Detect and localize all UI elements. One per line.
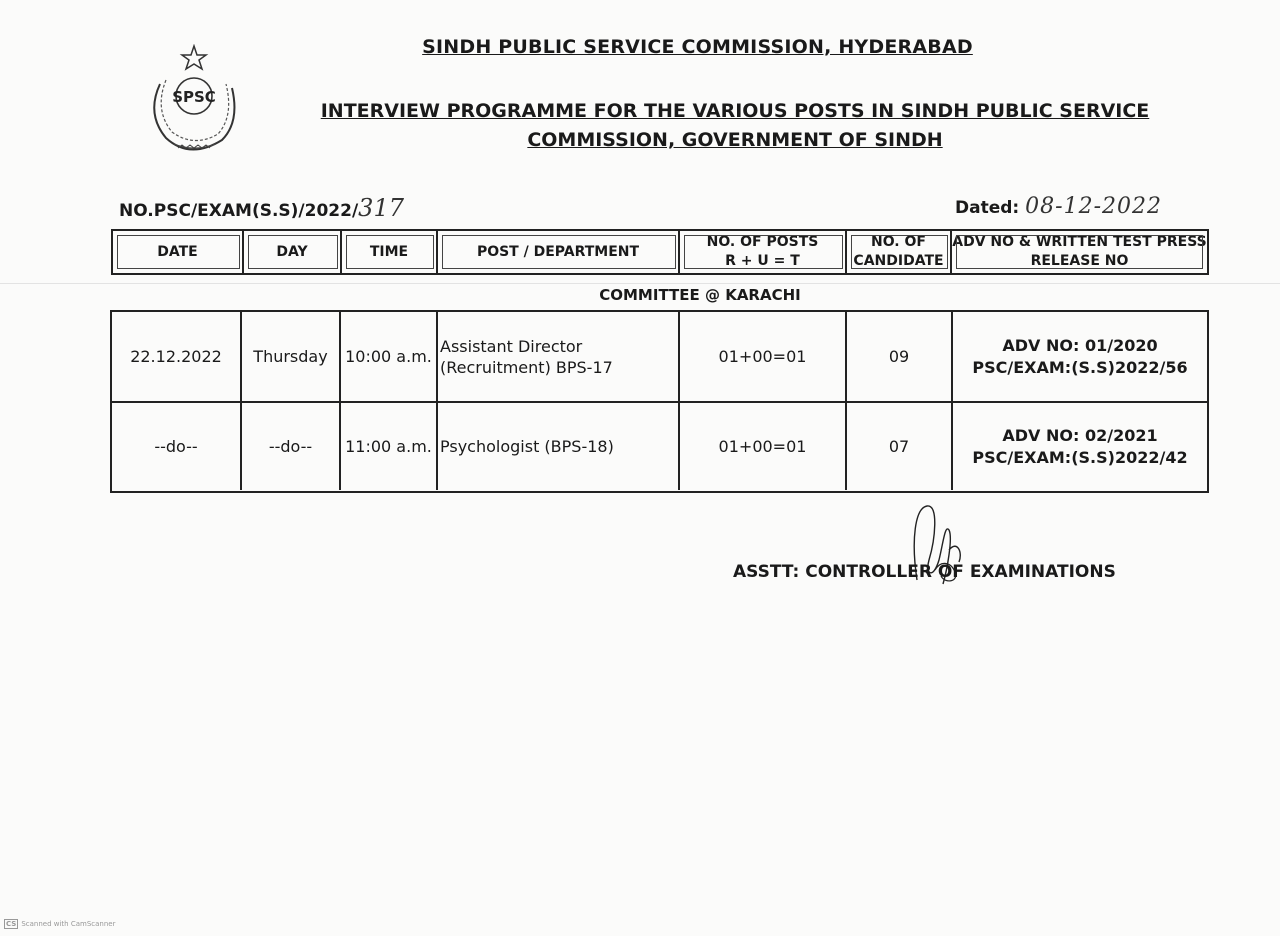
programme-title (290, 97, 1180, 155)
signatory-title: ASSTT: CONTROLLER OF EXAMINATIONS (733, 562, 1116, 582)
adv-line1: ADV NO: 02/2021 (1002, 425, 1158, 445)
dated-handwritten-value: 08-12-2022 (1025, 194, 1162, 219)
committee-heading: COMMITTEE @ KARACHI (599, 286, 801, 304)
cell-day: --do-- (242, 403, 341, 490)
star-icon (182, 46, 206, 69)
cell-post (438, 403, 680, 490)
adv-line2: PSC/EXAM:(S.S)2022/56 (972, 357, 1188, 377)
adv-line2: PSC/EXAM:(S.S)2022/42 (972, 447, 1188, 467)
reference-handwritten-number: 317 (358, 194, 404, 222)
table-row (112, 401, 1207, 490)
adv-line1: ADV NO: 01/2020 (1002, 335, 1158, 355)
scanner-watermark (4, 919, 115, 929)
post-line2: (Recruitment) BPS-17 (440, 357, 613, 377)
column-header-posts: NO. OF POSTS R + U = T (680, 231, 847, 273)
cell-candidates: 07 (847, 403, 953, 490)
interview-table (110, 310, 1209, 493)
cell-date: --do-- (112, 403, 242, 490)
cell-date: 22.12.2022 (112, 312, 242, 401)
reference-number (119, 194, 404, 222)
cell-time: 10:00 a.m. (341, 312, 438, 401)
divider (0, 283, 1280, 284)
spsc-logo (140, 44, 248, 156)
column-header-date: DATE (113, 231, 244, 273)
column-header-post: POST / DEPARTMENT (438, 231, 680, 273)
cell-adv (953, 312, 1207, 401)
post-line1: Psychologist (BPS-18) (440, 437, 614, 456)
dated-label: Dated: (955, 198, 1020, 218)
scanner-text: Scanned with CamScanner (21, 920, 116, 928)
cell-posts: 01+00=01 (680, 312, 847, 401)
cell-time: 11:00 a.m. (341, 403, 438, 490)
table-row (112, 312, 1207, 401)
cell-day: Thursday (242, 312, 341, 401)
cell-posts: 01+00=01 (680, 403, 847, 490)
post-line1: Assistant Director (440, 336, 583, 356)
column-header-day: DAY (244, 231, 342, 273)
column-header-time: TIME (342, 231, 438, 273)
column-header-adv: ADV NO & WRITTEN TEST PRESS RELEASE NO (952, 231, 1207, 273)
dated (955, 194, 1162, 219)
commission-title: SINDH PUBLIC SERVICE COMMISSION, HYDERABAD (422, 36, 973, 58)
reference-label: NO.PSC/EXAM(S.S)/2022/ (119, 201, 359, 221)
programme-title-line1: INTERVIEW PROGRAMME FOR THE VARIOUS POSTS IN SINDH PUBLIC SERVICE (320, 100, 1150, 122)
cell-post (438, 312, 680, 401)
camscanner-icon: CS (6, 920, 17, 928)
programme-title-line2: COMMISSION, GOVERNMENT OF SINDH (527, 129, 943, 151)
cell-adv (953, 403, 1207, 490)
column-header-candidates: NO. OF CANDIDATE (847, 231, 952, 273)
table-header (111, 229, 1209, 275)
svg-text:SPSC: SPSC (172, 88, 216, 106)
cell-candidates: 09 (847, 312, 953, 401)
